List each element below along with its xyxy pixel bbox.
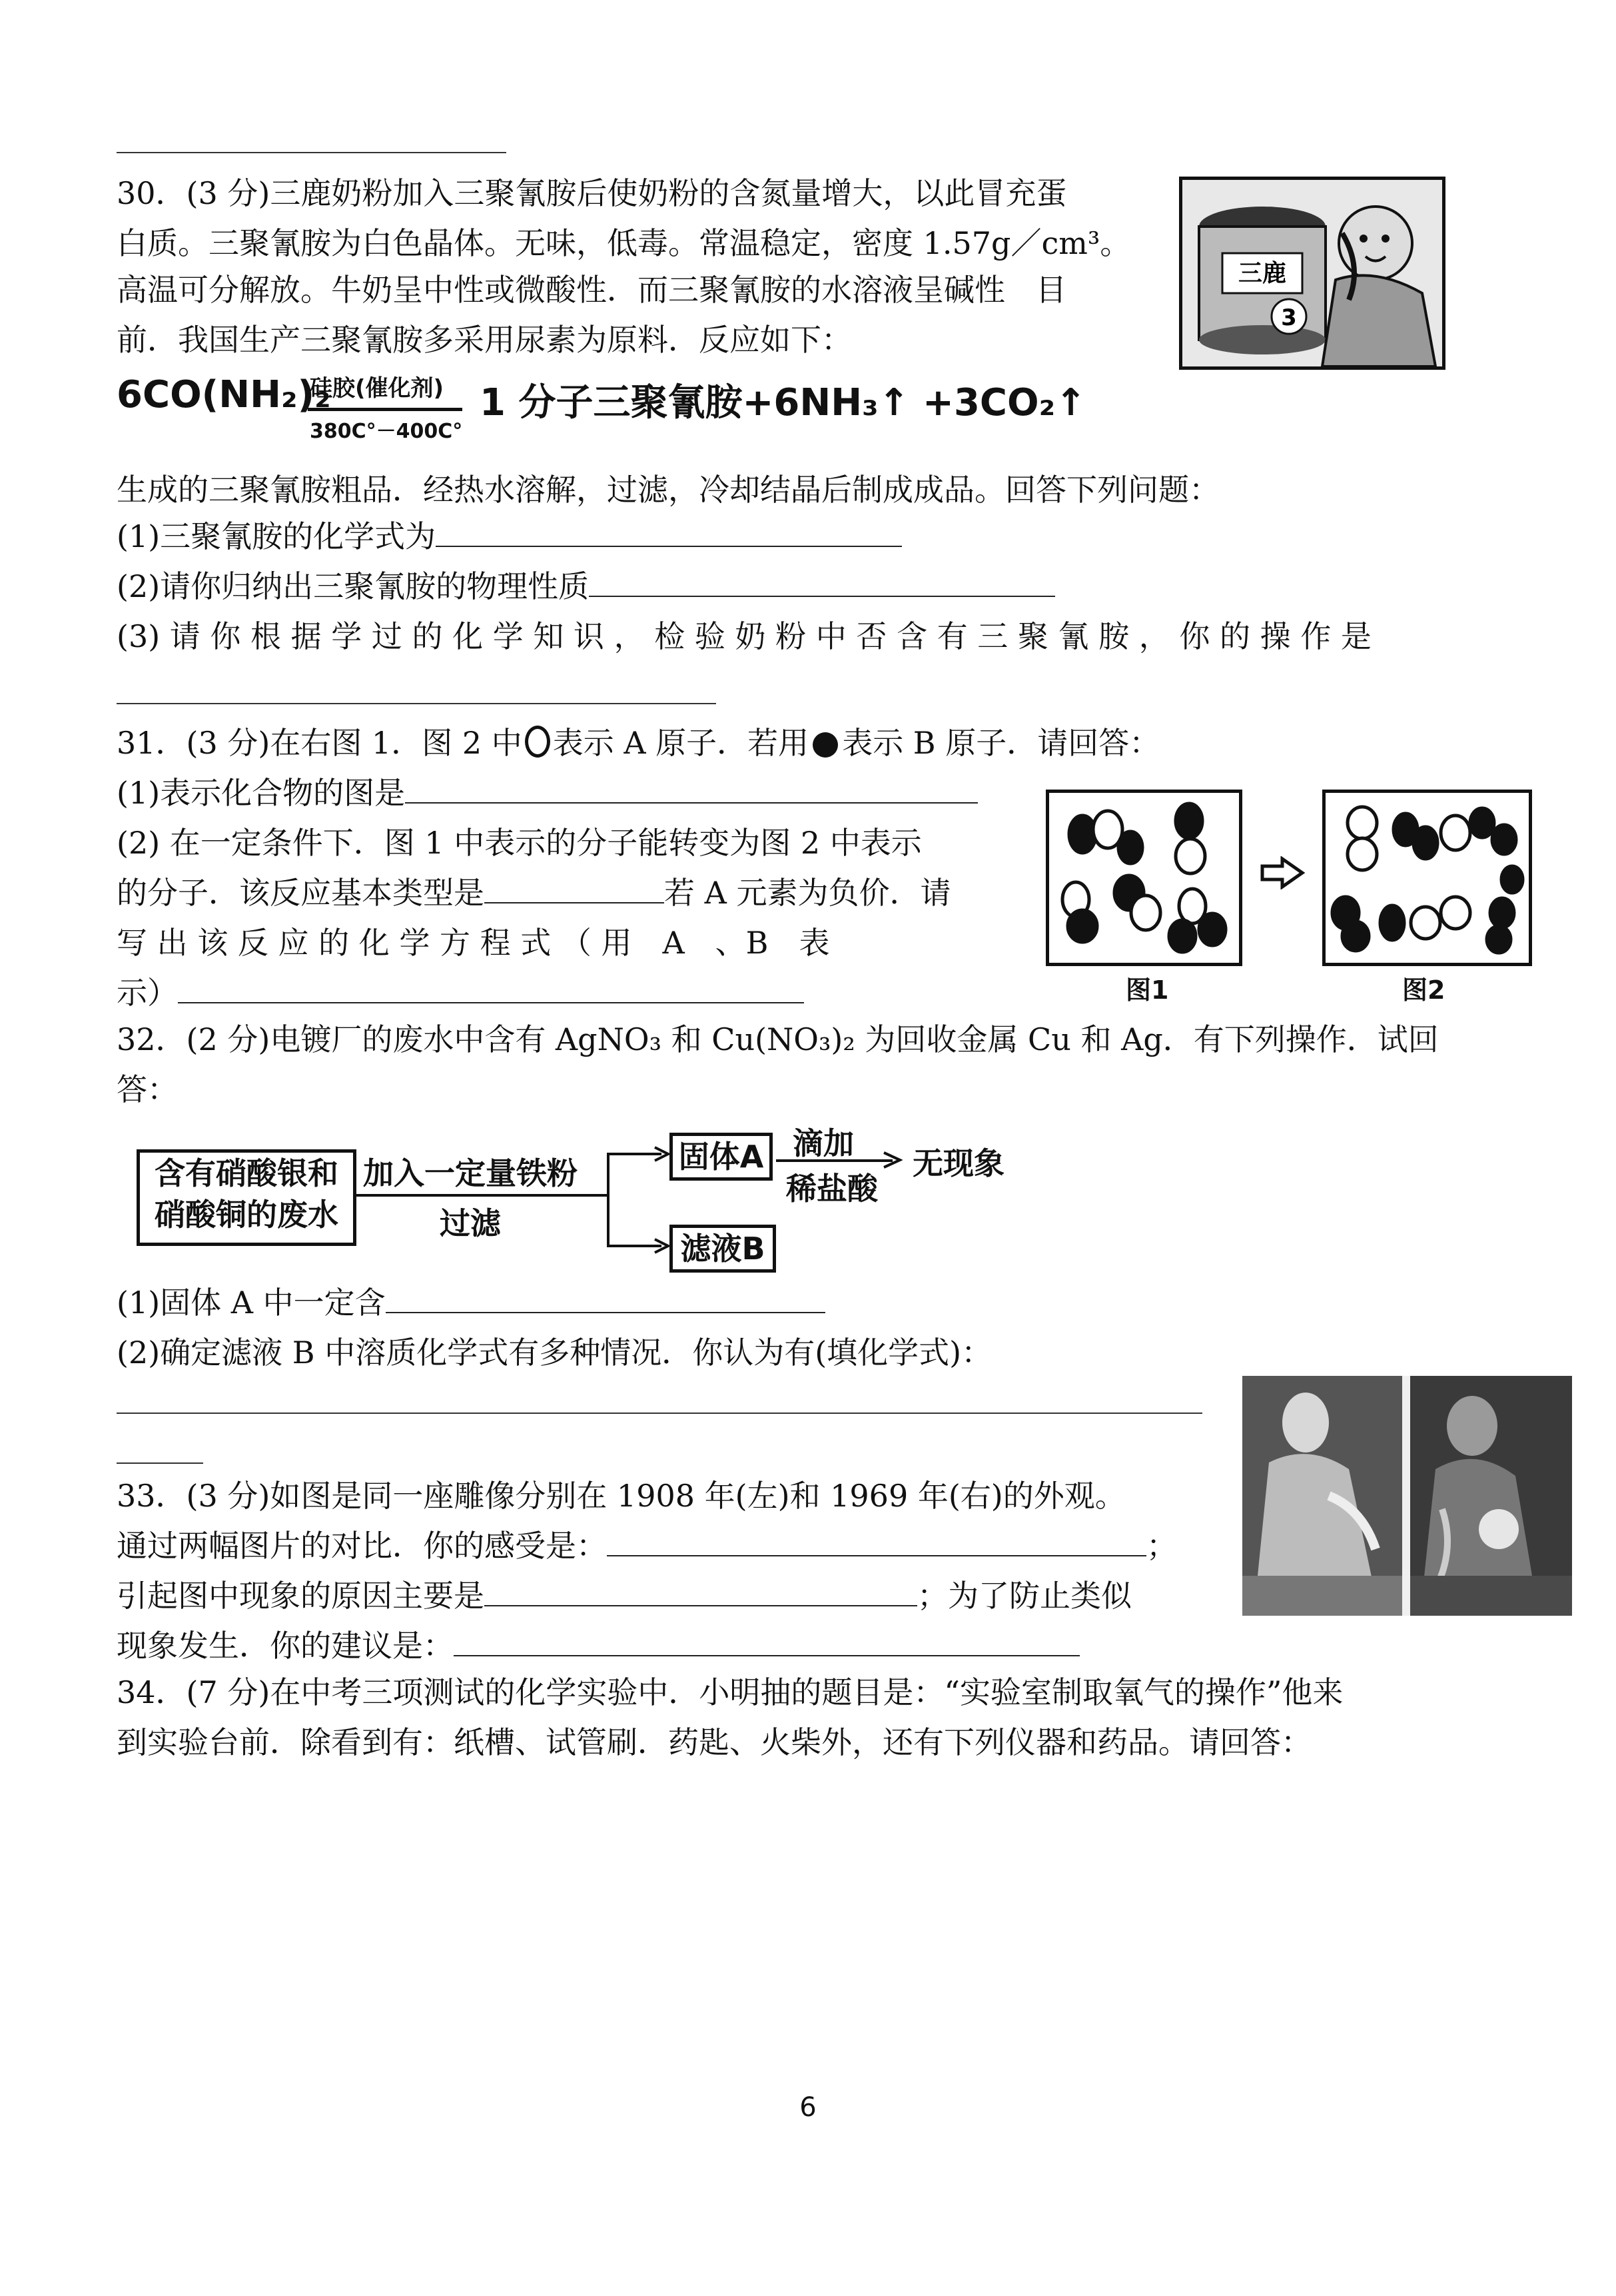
q31-reaction-type-blank[interactable]: [484, 875, 664, 903]
q30-answer-1-blank[interactable]: [436, 519, 902, 547]
can-number: 3: [1281, 304, 1297, 331]
q33-suggestion-blank[interactable]: [454, 1628, 1080, 1656]
figure-1-box: [1046, 790, 1242, 966]
q33-line-3: [117, 1576, 1132, 1616]
q30-sub-2: [117, 566, 1055, 606]
q33-line-2-text: 通过两幅图片的对比．你的感受是：: [117, 1528, 607, 1564]
q34-line-2: 到实验台前．除看到有：纸槽、试管刷．药匙、火柴外，还有下列仪器和药品。请回答：: [117, 1724, 1312, 1760]
q31-line-1b: 表示 A 原子．若用: [552, 725, 809, 761]
top-rule: [117, 152, 506, 153]
q30-line-4: 前．我国生产三聚氰胺多采用尿素为原料．反应如下：: [117, 322, 852, 358]
q31-equation-blank[interactable]: [178, 975, 804, 1003]
waste-water-line-1: 含有硝酸银和: [155, 1155, 338, 1191]
q31-sub-2d: [117, 973, 804, 1013]
flow-acid-arrowhead-icon: [883, 1151, 903, 1169]
q31-answer-1-blank[interactable]: [405, 776, 978, 804]
equation-condition-top: 硅胶(催化剂): [310, 375, 444, 402]
q31-line-1c: 表示 B 原子．请回答：: [842, 725, 1160, 761]
q33-cause-blank[interactable]: [484, 1578, 917, 1606]
q30-sub-1: [117, 516, 902, 556]
q31-sub-1-text: (1)表示化合物的图是: [117, 775, 406, 811]
page-number: 6: [799, 2092, 817, 2123]
figure-2-box: [1322, 790, 1532, 966]
q30-sub-2-text: (2)请你归纳出三聚氰胺的物理性质: [117, 568, 590, 604]
open-circle-icon: [525, 726, 550, 758]
q31-sub-2c: 写 出 该 反 应 的 化 学 方 程 式 （ 用 A 、B 表: [117, 925, 830, 961]
figure-1-caption: 图1: [1126, 975, 1169, 1005]
equation-condition-bottom: 380C°－400C°: [310, 420, 463, 443]
q32-answer-2-blank-tail[interactable]: [117, 1462, 203, 1464]
q30-answer-2-blank[interactable]: [589, 569, 1055, 597]
q30-line-3: 高温可分解放。牛奶呈中性或微酸性．而三聚氰胺的水溶液呈碱性 目: [117, 272, 1066, 308]
equation-left: 6CO(NH₂)₂: [117, 373, 331, 416]
flow-main-line: [355, 1194, 608, 1197]
q31-sub-2b: [117, 873, 951, 913]
q32-line-2: 答：: [117, 1071, 178, 1107]
q33-line-3b-text: ；为了防止类似: [917, 1578, 1132, 1614]
q32-sub-2: (2)确定滤液 B 中溶质化学式有多种情况．你认为有(填化学式)：: [117, 1335, 993, 1371]
q30-sub-3: (3) 请 你 根 据 学 过 的 化 学 知 识 ， 检 验 奶 粉 中 否 含 有 三 聚 氰 胺 ， 你 的 操 作 是: [117, 618, 1372, 654]
milk-powder-illustration: [1182, 180, 1442, 366]
flow-filter-label: 过滤: [440, 1205, 501, 1241]
q32-answer-1-blank[interactable]: [386, 1285, 825, 1313]
q31-sub-2b2-text: 若 A 元素为负价．请: [664, 875, 951, 911]
flow-acid-line: [776, 1159, 893, 1162]
q31-sub-2a: (2) 在一定条件下．图 1 中表示的分子能转变为图 2 中表示: [117, 825, 922, 861]
q32-line-1: 32．(2 分)电镀厂的废水中含有 AgNO₃ 和 Cu(NO₃)₂ 为回收金属 Cu 和 Ag．有下列操作．试回: [117, 1021, 1439, 1057]
equation-right: 1 分子三聚氰胺+6NH₃↑ +3CO₂↑: [480, 381, 1087, 424]
filled-circle-icon: [813, 732, 838, 758]
q30-line-5: 生成的三聚氰胺粗品．经热水溶解，过滤，冷却结晶后制成成品。回答下列问题：: [117, 472, 1220, 508]
filtrate-b-box: 滤液B: [669, 1225, 776, 1273]
q31-line-1: [117, 723, 1160, 763]
q34-line-1: 34．(7 分)在中考三项测试的化学实验中．小明抽的题目是：“实验室制取氧气的操作”他来: [117, 1674, 1344, 1710]
q31-line-1a: 31．(3 分)在右图 1．图 2 中: [117, 725, 522, 761]
q33-line-1: 33．(3 分)如图是同一座雕像分别在 1908 年(左)和 1969 年(右)的外观。: [117, 1478, 1126, 1514]
flow-drop-label: 滴加: [793, 1125, 854, 1161]
statue-photos: [1242, 1376, 1572, 1616]
q31-sub-2d-text: 示）: [117, 975, 178, 1011]
q31-sub-1: [117, 773, 978, 813]
solid-a-box: 固体A: [669, 1133, 773, 1181]
q30-line-2: 白质。三聚氰胺为白色晶体。无味，低毒。常温稳定，密度 1.57g／cm³。: [117, 225, 1131, 261]
equation-condition-bar: [308, 408, 462, 411]
q31-sub-2b-text: 的分子．该反应基本类型是: [117, 875, 484, 911]
q30-answer-3-blank[interactable]: [117, 703, 716, 704]
q30-sub-1-text: (1)三聚氰胺的化学式为: [117, 518, 436, 554]
figure-1-molecules: [1049, 793, 1239, 963]
figure-2-caption: 图2: [1402, 975, 1445, 1005]
waste-water-line-2: 硝酸铜的废水: [155, 1197, 338, 1233]
flow-add-iron-label: 加入一定量铁粉: [363, 1155, 578, 1191]
figure-transform-arrow-icon: [1259, 856, 1306, 889]
flow-hcl-label: 稀盐酸: [786, 1171, 878, 1207]
q33-feeling-blank[interactable]: [607, 1528, 1146, 1556]
waste-water-box: [137, 1149, 356, 1246]
milk-powder-photo: [1179, 177, 1445, 370]
q33-line-4: [117, 1626, 1080, 1666]
flow-branch-arrows: [603, 1139, 676, 1266]
q32-sub-1: [117, 1283, 825, 1323]
q32-sub-1-text: (1)固体 A 中一定含: [117, 1285, 386, 1321]
q33-line-3a-text: 引起图中现象的原因主要是: [117, 1578, 484, 1614]
statue-comparison-illustration: [1242, 1376, 1572, 1616]
can-label: 三鹿: [1238, 260, 1287, 287]
flow-result-label: 无现象: [913, 1145, 1005, 1181]
q32-answer-2-blank[interactable]: [117, 1413, 1202, 1414]
q33-line-4-text: 现象发生．你的建议是：: [117, 1628, 454, 1664]
q30-line-1: 30．(3 分)三鹿奶粉加入三聚氰胺后使奶粉的含氮量增大，以此冒充蛋: [117, 175, 1067, 211]
figure-2-molecules: [1326, 793, 1529, 963]
q33-line-2: [117, 1526, 1177, 1566]
q33-semicolon: ；: [1146, 1528, 1177, 1564]
